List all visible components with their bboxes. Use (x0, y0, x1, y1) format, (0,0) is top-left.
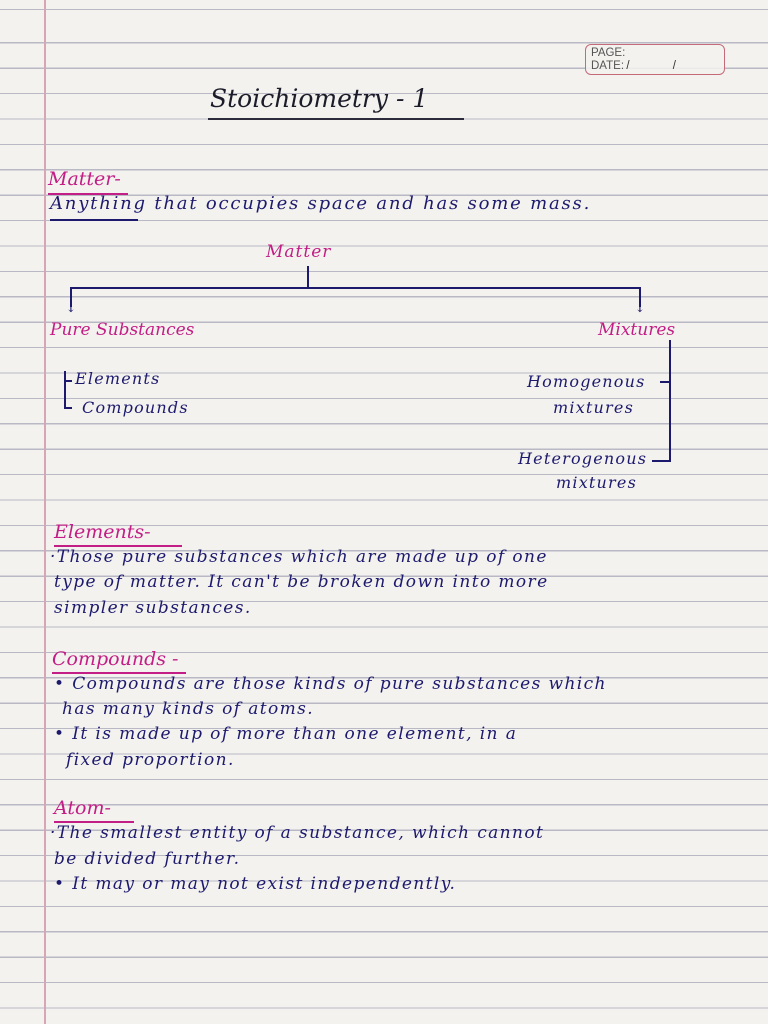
mix-tick-1 (660, 381, 670, 383)
elements-heading: Elements- (54, 521, 151, 543)
date-separators: / / (626, 60, 696, 72)
compounds-line-2: has many kinds of atoms. (62, 699, 315, 719)
mixtures-bracket (669, 340, 671, 462)
mix-heterogenous-line2: mixtures (556, 473, 637, 492)
margin-line (44, 0, 46, 1024)
compounds-line-1: • Compounds are those kinds of pure substances which (54, 674, 607, 694)
page-title: Stoichiometry - 1 (210, 84, 429, 113)
title-underline (208, 118, 464, 120)
page-label: PAGE: (591, 47, 626, 59)
atom-line-1: ·The smallest entity of a substance, which cannot (50, 823, 545, 843)
compounds-heading: Compounds - (52, 648, 179, 670)
diagram-root: Matter (266, 242, 332, 262)
pure-bracket (64, 371, 66, 408)
mix-homogenous-line1: Homogenous (527, 372, 646, 391)
pure-tick-2 (64, 407, 72, 409)
elements-line-1: ·Those pure substances which are made up of one (50, 547, 548, 567)
branch-bar (70, 287, 640, 289)
matter-definition: Anything that occupies space and has some mass. (50, 193, 592, 214)
matter-heading: Matter- (48, 168, 121, 190)
mix-tick-2 (652, 460, 670, 462)
pure-item-elements: Elements (75, 369, 161, 388)
mix-homogenous-line2: mixtures (553, 398, 634, 417)
elements-line-2: type of matter. It can't be broken down into more (54, 572, 549, 592)
elements-line-3: simpler substances. (54, 598, 252, 618)
root-connector (307, 266, 309, 288)
compounds-line-4: fixed proportion. (66, 750, 235, 770)
page-date-stamp (585, 44, 725, 75)
pure-substances-label: Pure Substances (50, 320, 195, 340)
definition-underline (50, 219, 138, 221)
compounds-line-3: • It is made up of more than one element, in a (54, 724, 518, 744)
atom-line-2: be divided further. (54, 849, 241, 869)
mixtures-label: Mixtures (598, 320, 676, 340)
pure-item-compounds: Compounds (82, 398, 189, 417)
right-arrow-icon: ↓ (634, 300, 646, 316)
atom-line-3: • It may or may not exist independently. (54, 874, 457, 894)
left-arrow-icon: ↓ (65, 300, 77, 316)
date-label: DATE: (591, 60, 625, 72)
pure-tick-1 (64, 380, 72, 382)
mix-heterogenous-line1: Heterogenous (518, 449, 648, 468)
atom-heading: Atom- (54, 797, 111, 819)
